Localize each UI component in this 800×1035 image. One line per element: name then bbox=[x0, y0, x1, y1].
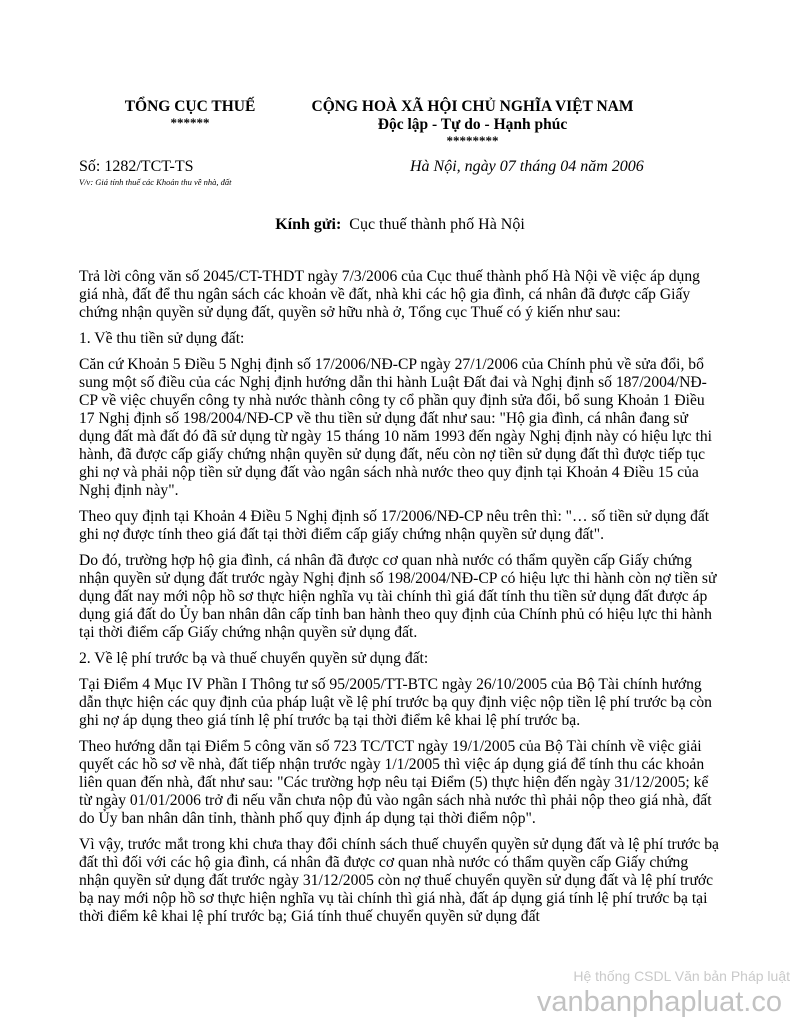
paragraph: Theo quy định tại Khoản 4 Điều 5 Nghị định số 17/2006/NĐ-CP nêu trên thì: "… số tiền sử dụng đất ghi nợ được tính theo giá đất tại thời điểm cấp giấy chứng nhận quyền sử dụng đất". bbox=[79, 508, 710, 543]
recipient-label: Kính gửi: bbox=[275, 216, 342, 233]
document-subject: V/v: Giá tính thuế các Khoản thu về nhà, đất bbox=[79, 177, 232, 187]
paragraph: Căn cứ Khoản 5 Điều 5 Nghị định số 17/2006/NĐ-CP ngày 27/1/2006 của Chính phủ về sửa đổi, bổ sung một số điều của các Nghị định hướng dẫn thi hành Luật Đất đai và Nghị định số 187/2004/NĐ-CP về việc chuyển công ty nhà nước thành công ty cổ phần quy định sửa đổi, bổ sung Khoản 1 Điều 17 Nghị định số 198/2004/NĐ-CP về thu tiền sử dụng đất như sau: "Hộ gia đình, cá nhân đang sử dụng đất mà đất đó đã sử dụng từ ngày 15 tháng 10 năm 1993 đến ngày Nghị định này có hiệu lực thi hành, đã được cấp giấy chứng nhận quyền sử dụng đất, nếu còn nợ tiền sử dụng đất thì được tiếp tục ghi nợ và phải nộp tiền sử dụng đất vào ngân sách nhà nước theo quy định tại Khoản 4 Điều 15 của Nghị định này". bbox=[79, 356, 712, 499]
section-heading: 1. Về thu tiền sử dụng đất: bbox=[79, 330, 245, 347]
national-motto: Độc lập - Tự do - Hạnh phúc bbox=[377, 116, 568, 133]
issuing-agency: TỔNG CỤC THUẾ bbox=[124, 98, 256, 115]
motto-stars: ******** bbox=[446, 133, 499, 148]
document-number: Số: 1282/TCT-TS bbox=[79, 158, 194, 175]
place-and-date: Hà Nội, ngày 07 tháng 04 năm 2006 bbox=[410, 158, 644, 175]
section-heading: 2. Về lệ phí trước bạ và thuế chuyển quyền sử dụng đất: bbox=[79, 650, 429, 667]
paragraph: Trả lời công văn số 2045/CT-THDT ngày 7/3/2006 của Cục thuế thành phố Hà Nội về việc áp dụng giá nhà, đất để thu ngân sách các khoản về đất, nhà khi các hộ gia đình, cá nhân đã được cấp Giấy chứng nhận quyền sử dụng đất, quyền sở hữu nhà ở, Tổng cục Thuế có ý kiến như sau: bbox=[79, 268, 700, 321]
national-heading-block bbox=[300, 98, 645, 148]
watermark-site: vanbanphapluat.co bbox=[536, 986, 782, 1018]
watermark-caption: Hệ thống CSDL Văn bản Pháp luật bbox=[573, 968, 790, 984]
document-body bbox=[79, 268, 719, 934]
issuing-agency-block bbox=[110, 98, 270, 130]
agency-stars: ****** bbox=[170, 115, 210, 130]
paragraph: Tại Điểm 4 Mục IV Phần I Thông tư số 95/2005/TT-BTC ngày 26/10/2005 của Bộ Tài chính hướng dẫn thực hiện các quy định của pháp luật về lệ phí trước bạ quy định việc nộp tiền lệ phí trước bạ còn ghi nợ áp dụng theo giá tính lệ phí trước bạ tại thời điểm kê khai lệ phí trước bạ. bbox=[79, 676, 712, 729]
paragraph: Vì vậy, trước mắt trong khi chưa thay đổi chính sách thuế chuyển quyền sử dụng đất và lệ phí trước bạ đất thì đối với các hộ gia đình, cá nhân đã được cơ quan nhà nước có thẩm quyền cấp Giấy chứng nhận quyền sử dụng đất trước ngày 31/12/2005 còn nợ thuế chuyển quyền sử dụng đất và lệ phí trước bạ nay mới nộp hồ sơ thực hiện nghĩa vụ tài chính thì giá nhà, đất áp dụng giá tính lệ phí trước bạ tại thời điểm kê khai lệ phí trước bạ; Giá tính thuế chuyển quyền sử dụng đất bbox=[79, 836, 719, 925]
paragraph: Theo hướng dẫn tại Điểm 5 công văn số 723 TC/TCT ngày 19/1/2005 của Bộ Tài chính về việc giải quyết các hồ sơ về nhà, đất tiếp nhận trước ngày 1/1/2005 thì việc áp dụng giá để tính thu các khoản liên quan đến nhà, đất như sau: "Các trường hợp nêu tại Điểm (5) thực hiện đến ngày 31/12/2005; kể từ ngày 01/01/2006 trở đi nếu vẫn chưa nộp đủ vào ngân sách nhà nước thì phải nộp theo giá nhà, đất do Ủy ban nhân dân tỉnh, thành phố quy định áp dụng tại thời điểm nộp". bbox=[79, 738, 712, 827]
national-title: CỘNG HOÀ XÃ HỘI CHỦ NGHĨA VIỆT NAM bbox=[311, 98, 634, 115]
paragraph: Do đó, trường hợp hộ gia đình, cá nhân đã được cơ quan nhà nước có thẩm quyền cấp Giấy chứng nhận quyền sử dụng đất trước ngày Nghị định số 198/2004/NĐ-CP có hiệu lực thi hành còn nợ tiền sử dụng đất nay mới nộp hồ sơ thực hiện nghĩa vụ tài chính thì giá đất tính thu tiền sử dụng đất được áp dụng giá đất do Ủy ban nhân dân cấp tỉnh ban hành theo quy định của Chính phủ có hiệu lực thi hành tại thời điểm cấp Giấy chứng nhận quyền sử dụng đất. bbox=[79, 552, 717, 641]
recipient-line bbox=[0, 216, 800, 234]
recipient-name: Cục thuế thành phố Hà Nội bbox=[349, 216, 525, 233]
